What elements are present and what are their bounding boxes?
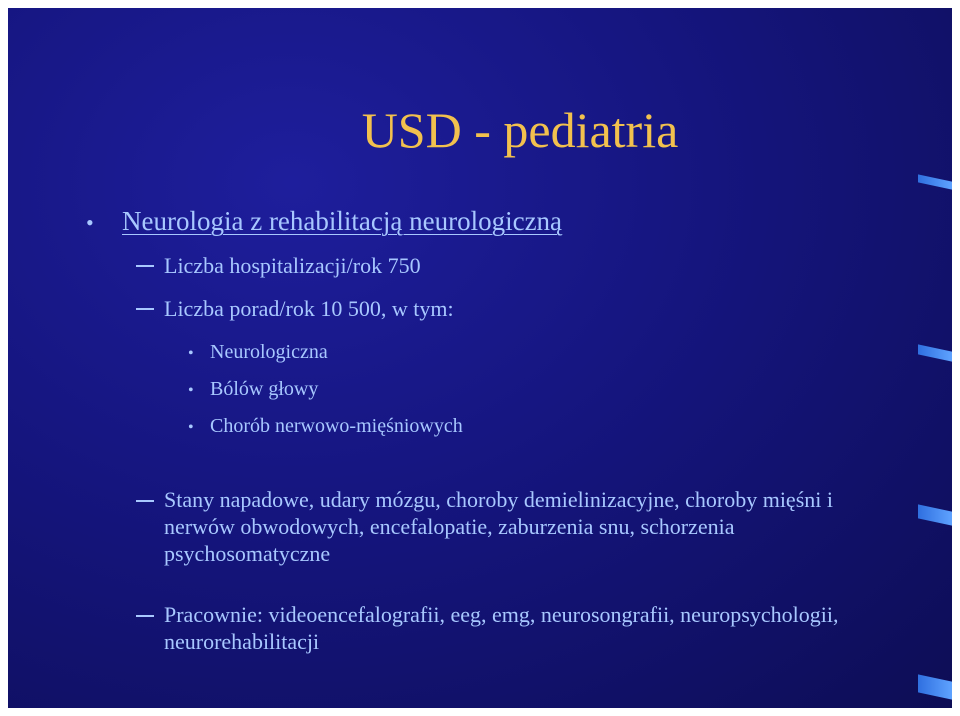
bullet-main	[86, 204, 562, 240]
list-item-text: Liczba porad/rok 10 500, w tym:	[164, 296, 454, 321]
list-item	[136, 601, 866, 655]
list-item	[136, 486, 866, 567]
slide	[8, 8, 952, 708]
list-item	[136, 294, 454, 324]
bullet-dot-icon: •	[188, 382, 194, 399]
sub-list-item-text: Chorób nerwowo-mięśniowych	[210, 415, 463, 437]
decorative-stripe	[918, 174, 952, 189]
sub-list-item	[188, 338, 328, 368]
sub-list-item	[188, 412, 463, 442]
sub-list-item-text: Bólów głowy	[210, 378, 319, 400]
bullet-dot-icon: •	[86, 210, 94, 235]
bullet-dot-icon: •	[188, 419, 194, 436]
list-item	[136, 251, 421, 281]
sub-list-item-text: Neurologiczna	[210, 341, 328, 363]
sub-list-item	[188, 375, 318, 405]
bullet-dot-icon: •	[188, 345, 194, 362]
dash-icon	[136, 308, 154, 310]
dash-icon	[136, 265, 154, 267]
list-item-text: Stany napadowe, udary mózgu, choroby demielinizacyjne, choroby mięśni i nerwów obwodowych, encefalopatie, zaburzenia snu, schorzenia psychosomatyczne	[164, 487, 833, 566]
list-item-text: Liczba hospitalizacji/rok 750	[164, 253, 421, 278]
dash-icon	[136, 500, 154, 502]
decorative-stripe	[918, 674, 952, 699]
dash-icon	[136, 615, 154, 617]
decorative-stripe	[918, 344, 952, 361]
decorative-stripe	[918, 504, 952, 525]
bullet-main-text: Neurologia z rehabilitacją neurologiczną	[122, 206, 563, 236]
slide-title: USD - pediatria	[361, 102, 679, 158]
list-item-text: Pracownie: videoencefalografii, eeg, emg, neurosongrafii, neuropsychologii, neurorehabilitacji	[164, 602, 839, 654]
